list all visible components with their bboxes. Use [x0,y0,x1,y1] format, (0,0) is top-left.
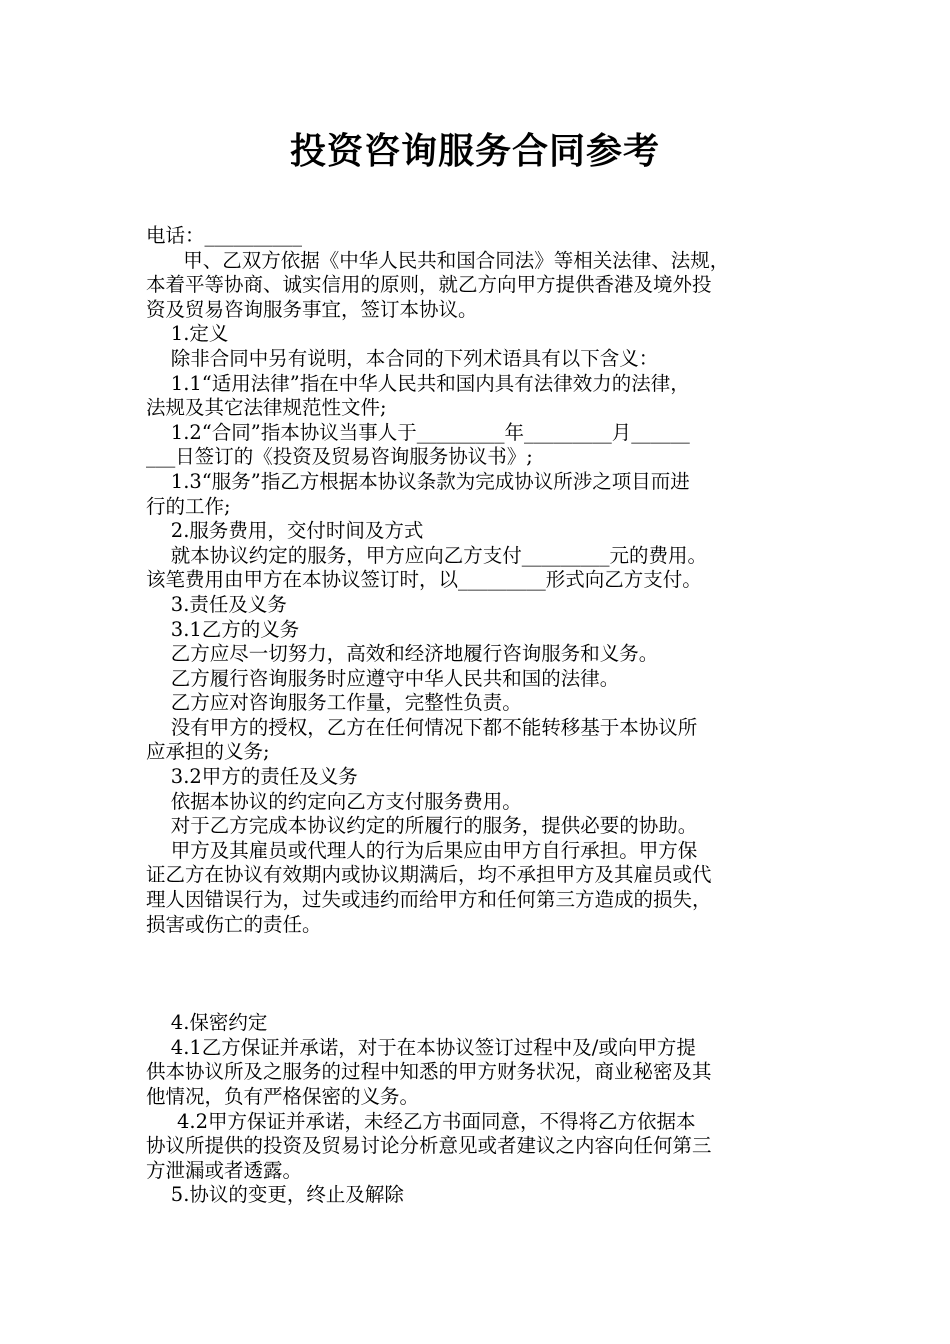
paragraph-line: ___日签订的《投资及贸易咨询服务协议书》; [146,445,533,469]
clause-3-2: 3.2甲方的责任及义务 [146,765,358,789]
paragraph-line: 依据本协议的约定向乙方支付服务费用。 [146,789,522,813]
clause-4-1: 4.1乙方保证并承诺，对于在本协议签订过程中及/或向甲方提 [146,1035,696,1059]
section-b [146,1011,818,1208]
paragraph-line: 甲方及其雇员或代理人的行为后果应由甲方自行承担。甲方保 [146,838,698,862]
paragraph-line: 方泄漏或者透露。 [146,1158,303,1182]
heading-amendment: 5.协议的变更，终止及解除 [146,1183,404,1207]
section-spacer [146,937,818,1011]
paragraph-line: 资及贸易咨询服务事宜，签订本协议。 [146,297,478,321]
paragraph-line: 损害或伤亡的责任。 [146,912,322,936]
paragraph-line: 应承担的义务; [146,740,270,764]
document-body [146,224,818,1208]
phone-line: 电话：__________ [146,224,303,247]
paragraph-line: 没有甲方的授权，乙方在任何情况下都不能转移基于本协议所 [146,715,698,739]
paragraph-line: 对于乙方完成本协议约定的所履行的服务，提供必要的协助。 [146,814,698,838]
heading-definitions: 1.定义 [146,322,229,346]
clause-1-1: 1.1“适用法律”指在中华人民共和国内具有法律效力的法律， [146,371,690,395]
paragraph-line: 就本协议约定的服务，甲方应向乙方支付_________元的费用。 [146,543,708,567]
clause-3-1: 3.1乙方的义务 [146,617,300,641]
clause-1-3: 1.3“服务”指乙方根据本协议条款为完成协议所涉之项目而进 [146,469,690,493]
heading-obligations: 3.责任及义务 [146,592,287,616]
paragraph-line: 乙方应对咨询服务工作量，完整性负责。 [146,691,522,715]
clause-1-2: 1.2“合同”指本协议当事人于_________年_________月______ [146,420,690,444]
paragraph-line: 本着平等协商、诚实信用的原则，就乙方向甲方提供香港及境外投 [146,273,712,297]
paragraph-line: 法规及其它法律规范性文件; [146,396,387,420]
paragraph-line: 他情况，负有严格保密的义务。 [146,1085,420,1108]
paragraph-line: 该笔费用由甲方在本协议签订时，以_________形式向乙方支付。 [146,568,702,592]
paragraph-line: 除非合同中另有说明，本合同的下列术语具有以下含义： [146,346,659,370]
document-title: 投资咨询服务合同参考 [289,131,660,172]
paragraph-line: 证乙方在协议有效期内或协议期满后，均不承担甲方及其雇员或代 [146,863,712,887]
paragraph-line: 行的工作; [146,494,231,518]
heading-confidentiality: 4.保密约定 [146,1011,268,1035]
paragraph-line: 甲、乙双方依据《中华人民共和国合同法》等相关法律、法规， [146,248,730,272]
clause-4-2: 4.2甲方保证并承诺，未经乙方书面同意，不得将乙方依据本 [146,1109,696,1133]
paragraph-line: 理人因错误行为，过失或违约而给甲方和任何第三方造成的损失， [146,888,712,912]
paragraph-line: 供本协议所及之服务的过程中知悉的甲方财务状况，商业秘密及其 [146,1060,712,1084]
paragraph-line: 协议所提供的投资及贸易讨论分析意见或者建议之内容向任何第三 [146,1134,712,1158]
paragraph-line: 乙方应尽一切努力，高效和经济地履行咨询服务和义务。 [146,642,659,666]
section-a [146,224,818,937]
heading-fees: 2.服务费用，交付时间及方式 [146,519,424,543]
paragraph-line: 乙方履行咨询服务时应遵守中华人民共和国的法律。 [146,666,620,690]
